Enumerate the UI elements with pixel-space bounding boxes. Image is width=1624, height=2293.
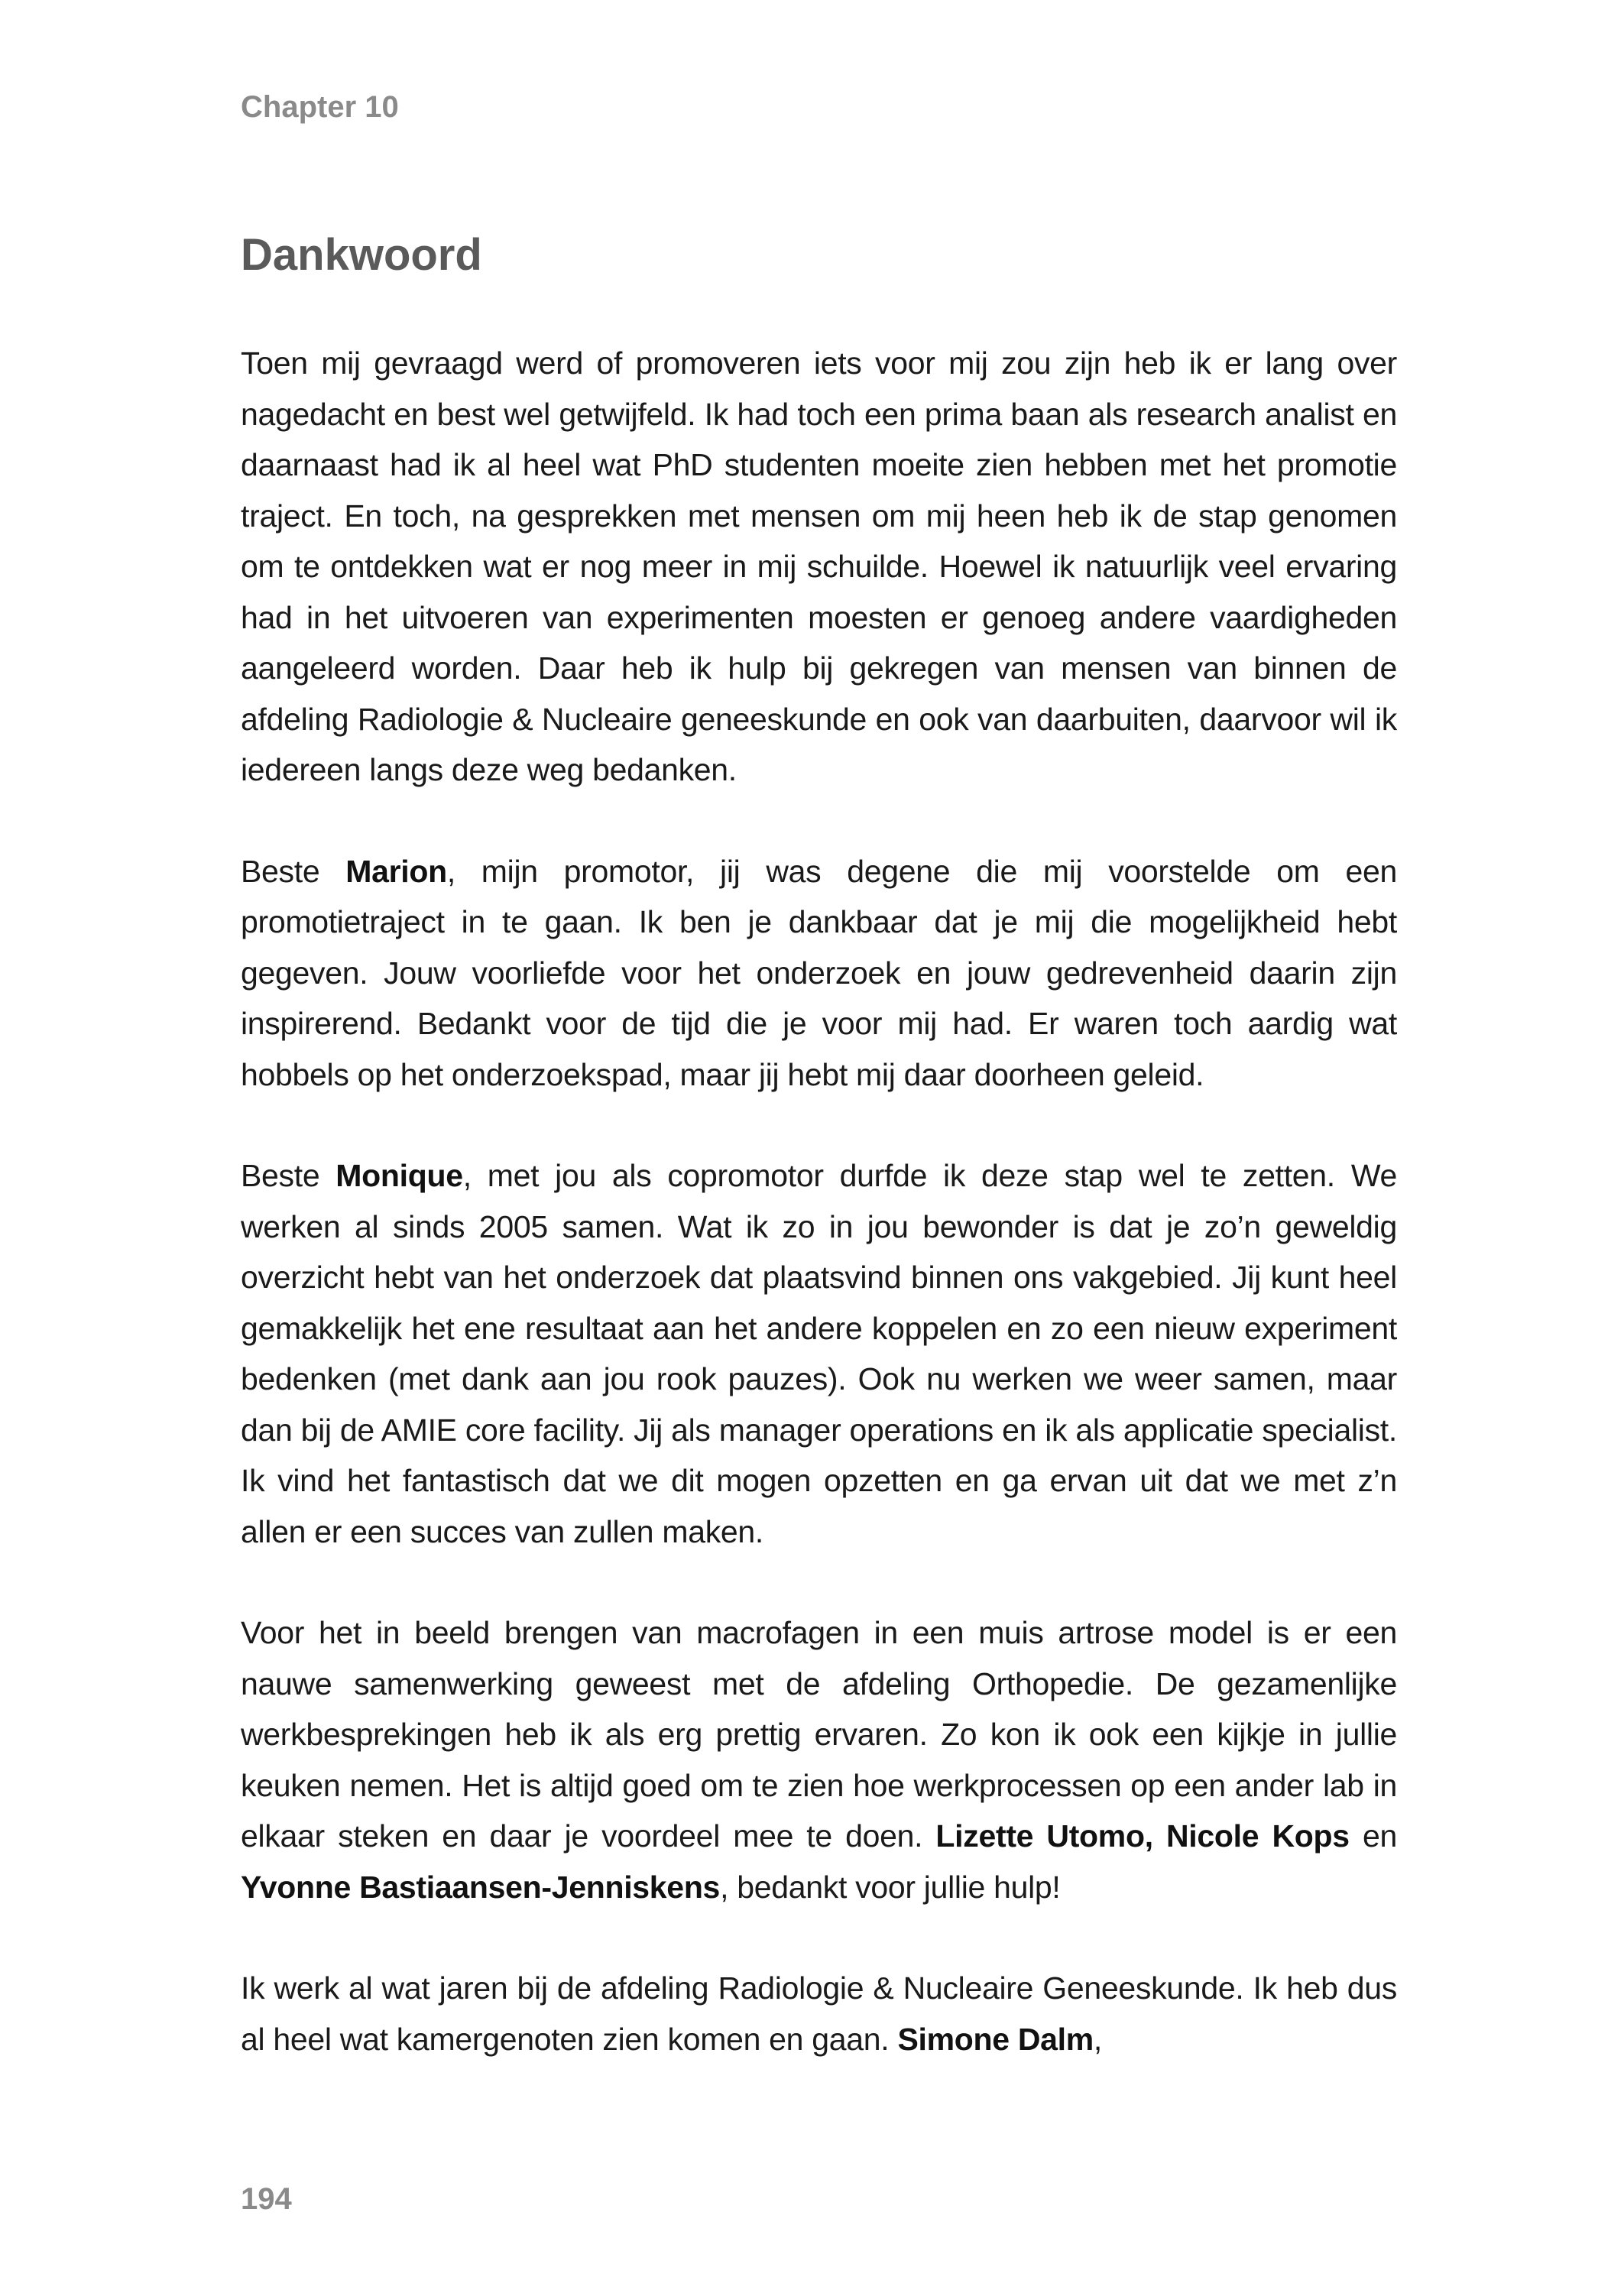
section-title: Dankwoord: [241, 230, 482, 280]
paragraph-kamergenoten: [241, 1963, 1397, 2064]
paragraph-text: Ik werk al wat jaren bij de afdeling Radiologie & Nucleaire Geneeskunde. Ik heb dus al heel wat kamergenoten zien komen en gaan.: [241, 1970, 1397, 2057]
paragraph-text: , bedankt voor jullie hulp!: [720, 1869, 1061, 1905]
person-name: Monique: [335, 1158, 463, 1193]
person-name: Lizette Utomo, Nicole Kops: [935, 1818, 1350, 1854]
body-text: [241, 338, 1397, 2115]
person-name: Yvonne Bastiaansen-Jenniskens: [241, 1869, 721, 1905]
paragraph-text: en: [1349, 1818, 1397, 1854]
person-name: Simone Dalm: [897, 2021, 1094, 2057]
paragraph-intro: [241, 338, 1397, 796]
paragraph-text: Toen mij gevraagd werd of promoveren iets voor mij zou zijn heb ik er lang over nagedacht en best wel getwijfeld. Ik had toch een prima baan als research analist en daarnaast had ik al heel wat PhD studenten moeite zien hebben met het promotie traject. En toch, na gesprekken met mensen om mij heen heb ik de stap genomen om te ontdekken wat er nog meer in mij schuilde. Hoewel ik natuurlijk veel ervaring had in het uitvoeren van experimenten moesten er genoeg andere vaardigheden aangeleerd worden. Daar heb ik hulp bij gekregen van mensen van binnen de afdeling Radiologie & Nucleaire geneeskunde en ook van daarbuiten, daarvoor wil ik iedereen langs deze weg bedanken.: [241, 345, 1397, 787]
paragraph-text: Voor het in beeld brengen van macrofagen in een muis artrose model is er een nauwe samenwerking geweest met de afdeling Orthopedie. De gezamenlijke werkbesprekingen heb ik als erg prettig ervaren. Zo kon ik ook een kijkje in jullie keuken nemen. Het is altijd goed om te zien hoe werkprocessen op een ander lab in elkaar steken en daar je voordeel mee te doen.: [241, 1615, 1397, 1854]
paragraph-text: , mijn promotor, jij was degene die mij voorstelde om een promotietraject in te gaan. Ik ben je dankbaar dat je mij die mogelijkheid hebt gegeven. Jouw voorliefde voor het onderzoek en jouw gedrevenheid daarin zijn inspirerend. Bedankt voor de tijd die je voor mij had. Er waren toch aardig wat hobbels op het onderzoekspad, maar jij hebt mij daar doorheen geleid.: [241, 853, 1397, 1092]
paragraph-promotor: [241, 846, 1397, 1101]
page-number: 194: [241, 2182, 292, 2216]
paragraph-text: ,: [1093, 2021, 1102, 2057]
running-head: Chapter 10: [241, 90, 399, 124]
paragraph-text: Beste: [241, 853, 346, 889]
paragraph-text: Beste: [241, 1158, 336, 1193]
paragraph-orthopedie: [241, 1607, 1397, 1912]
person-name: Marion: [345, 853, 447, 889]
paragraph-copromotor: [241, 1150, 1397, 1557]
paragraph-text: , met jou als copromotor durfde ik deze stap wel te zetten. We werken al sinds 2005 samen. Wat ik zo in jou bewonder is dat je zo’n geweldig overzicht hebt van het onderzoek dat plaatsvind binnen ons vakgebied. Jij kunt heel gemakkelijk het ene resultaat aan het andere koppelen en zo een nieuw experiment bedenken (met dank aan jou rook pauzes). Ook nu werken we weer samen, maar dan bij de AMIE core facility. Jij als manager operations en ik als applicatie specialist. Ik vind het fantastisch dat we dit mogen opzetten en ga ervan uit dat we met z’n allen er een succes van zullen maken.: [241, 1158, 1397, 1549]
